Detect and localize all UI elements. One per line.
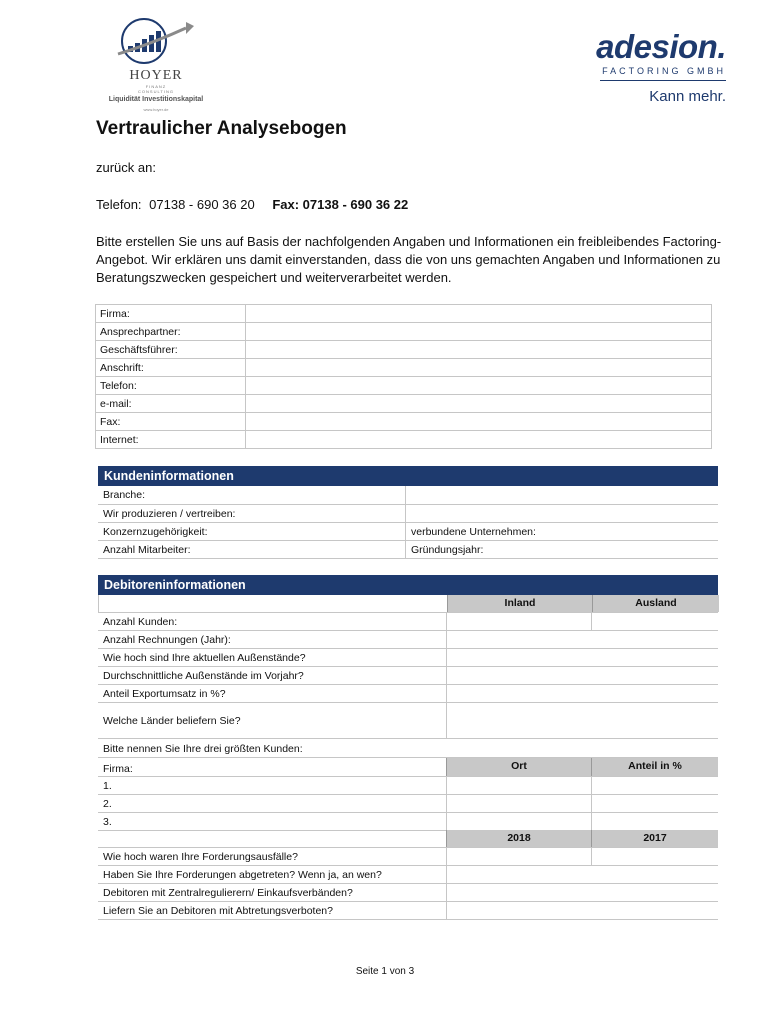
growth-chart-icon [96, 14, 216, 68]
debitor-row [98, 613, 718, 631]
company-row [96, 377, 712, 395]
debitor-row-input-1[interactable] [446, 613, 592, 630]
debitor-row-label: Anzahl Rechnungen (Jahr): [103, 634, 231, 646]
label-produziert: Wir produzieren / vertreiben: [103, 508, 236, 520]
customer-row-input-1[interactable] [446, 813, 592, 830]
company-field-input[interactable] [246, 305, 712, 323]
kunden-header: Kundeninformationen [98, 466, 718, 486]
customer-row-input-2[interactable] [591, 795, 718, 812]
row-firma-header [98, 758, 718, 777]
debitor-row-label: Anzahl Kunden: [103, 616, 178, 628]
bottom-row-label: Debitoren mit Zentralregulierern/ Einkaufsverbänden? [103, 887, 353, 899]
bottom-row-input[interactable] [446, 884, 718, 901]
debitoren-header: Debitoreninformationen [98, 575, 718, 595]
customer-row-input-1[interactable] [446, 795, 592, 812]
company-field-label: Internet: [96, 431, 246, 449]
cell-gruendung[interactable] [405, 541, 718, 558]
row-branche [98, 486, 718, 505]
input-produziert[interactable] [405, 505, 718, 522]
debitor-row-label: Welche Länder beliefern Sie? [103, 715, 241, 727]
company-field-input[interactable] [246, 413, 712, 431]
debitor-row [98, 649, 718, 667]
adesion-divider [600, 80, 726, 81]
bottom-row [98, 902, 718, 920]
adesion-name: adesion. [596, 28, 726, 65]
hoyer-sub1: FINANZ [145, 84, 167, 89]
label-gruendung: Gründungsjahr: [411, 544, 484, 556]
bottom-row [98, 866, 718, 884]
company-row [96, 413, 712, 431]
debitor-row-input[interactable] [446, 703, 718, 738]
label-firma: Firma: [103, 763, 133, 775]
company-row [96, 359, 712, 377]
company-table [95, 304, 712, 449]
company-field-label: Geschäftsführer: [96, 341, 246, 359]
contact-line [96, 197, 408, 212]
row-col-headers [98, 595, 718, 613]
adesion-subtitle: FACTORING GMBH [602, 66, 726, 76]
customer-row [98, 795, 718, 813]
row-produziert [98, 505, 718, 523]
debitor-row [98, 667, 718, 685]
customer-row-label: 2. [103, 798, 112, 810]
customer-row-input-1[interactable] [446, 777, 592, 794]
bottom-row [98, 848, 718, 866]
company-row [96, 305, 712, 323]
company-field-label: Fax: [96, 413, 246, 431]
return-to-label: zurück an: [96, 160, 156, 175]
col-ort: Ort [446, 758, 591, 776]
customer-row-label: 3. [103, 816, 112, 828]
label-mitarbeiter: Anzahl Mitarbeiter: [103, 544, 191, 556]
hoyer-subtitle [96, 84, 216, 94]
hoyer-tagline: Liquidität Investitionskapital [108, 96, 204, 103]
debitor-row-input[interactable] [446, 667, 718, 684]
row-mitarbeiter [98, 541, 718, 559]
col-anteil: Anteil in % [591, 758, 718, 776]
company-field-label: Anschrift: [96, 359, 246, 377]
company-row [96, 323, 712, 341]
adesion-slogan: Kann mehr. [649, 88, 726, 105]
customer-row [98, 777, 718, 795]
debitor-row-input[interactable] [446, 685, 718, 702]
bottom-row-label: Wie hoch waren Ihre Forderungsausfälle? [103, 851, 298, 863]
company-row [96, 431, 712, 449]
col-ausland: Ausland [592, 595, 719, 612]
debitor-row [98, 685, 718, 703]
hoyer-name: HOYER [129, 68, 183, 83]
row-top-customers-prompt [98, 739, 718, 758]
hoyer-logo [96, 14, 226, 114]
bottom-row-input-1[interactable] [446, 848, 592, 865]
customer-row-label: 1. [103, 780, 112, 792]
company-field-label: Firma: [96, 305, 246, 323]
label-branche: Branche: [103, 489, 146, 501]
company-field-label: Telefon: [96, 377, 246, 395]
debitor-row-input[interactable] [446, 649, 718, 666]
col-year-2018: 2018 [446, 830, 591, 847]
intro-text: Bitte erstellen Sie uns auf Basis der nachfolgenden Angaben und Informationen ein freibleibendes Factoring-Angebot. Wir erklären uns damit einverstanden, dass die von uns gemachten Angaben und Informationen zu Beratungszwecken gespeichert und weiterverarbeitet werden. [96, 234, 722, 285]
cell-verbunden[interactable] [405, 523, 718, 540]
debitor-row [98, 703, 718, 739]
adesion-logo [562, 28, 732, 114]
company-row [96, 341, 712, 359]
company-field-label: e-mail: [96, 395, 246, 413]
bottom-row-label: Liefern Sie an Debitoren mit Abtretungsverboten? [103, 905, 333, 917]
bottom-row-input-2[interactable] [591, 848, 718, 865]
phone-value: 07138 - 690 36 20 [149, 197, 255, 212]
label-konzern: Konzernzugehörigkeit: [103, 526, 208, 538]
hoyer-url: www.hoyer.de [143, 107, 169, 112]
company-field-input[interactable] [246, 323, 712, 341]
fax-value: Fax: 07138 - 690 36 22 [272, 197, 409, 212]
debitoren-section [98, 575, 718, 921]
company-field-input[interactable] [246, 431, 712, 449]
company-field-input[interactable] [246, 359, 712, 377]
label-top-customers: Bitte nennen Sie Ihre drei größten Kunden: [103, 743, 303, 755]
label-verbunden: verbundene Unternehmen: [411, 526, 536, 538]
debitor-row-input-2[interactable] [591, 613, 718, 630]
page-title: Vertraulicher Analysebogen [96, 118, 347, 139]
bottom-row-label: Haben Sie Ihre Forderungen abgetreten? Wenn ja, an wen? [103, 869, 382, 881]
company-field-input[interactable] [246, 395, 712, 413]
page-footer: Seite 1 von 3 [355, 966, 415, 977]
debitor-row-label: Anteil Exportumsatz in %? [103, 688, 226, 700]
row-konzern [98, 523, 718, 541]
company-field-input[interactable] [246, 377, 712, 395]
debitor-row-input[interactable] [446, 631, 718, 648]
company-row [96, 395, 712, 413]
col-year-2017: 2017 [591, 830, 718, 847]
company-field-label: Ansprechpartner: [96, 323, 246, 341]
phone-label: Telefon: [96, 197, 142, 212]
bottom-row-input[interactable] [446, 902, 718, 919]
col-inland: Inland [447, 595, 592, 612]
hoyer-sub2: CONSULTING [138, 89, 174, 94]
debitor-row-label: Wie hoch sind Ihre aktuellen Außenstände? [103, 652, 306, 664]
bottom-row-input[interactable] [446, 866, 718, 883]
company-field-input[interactable] [246, 341, 712, 359]
debitor-row-label: Durchschnittliche Außenstände im Vorjahr? [103, 670, 304, 682]
debitor-row [98, 631, 718, 649]
kunden-section [98, 466, 718, 560]
row-year-headers [98, 830, 718, 848]
customer-row [98, 813, 718, 831]
input-branche[interactable] [405, 486, 718, 504]
customer-row-input-2[interactable] [591, 777, 718, 794]
bottom-row [98, 884, 718, 902]
customer-row-input-2[interactable] [591, 813, 718, 830]
